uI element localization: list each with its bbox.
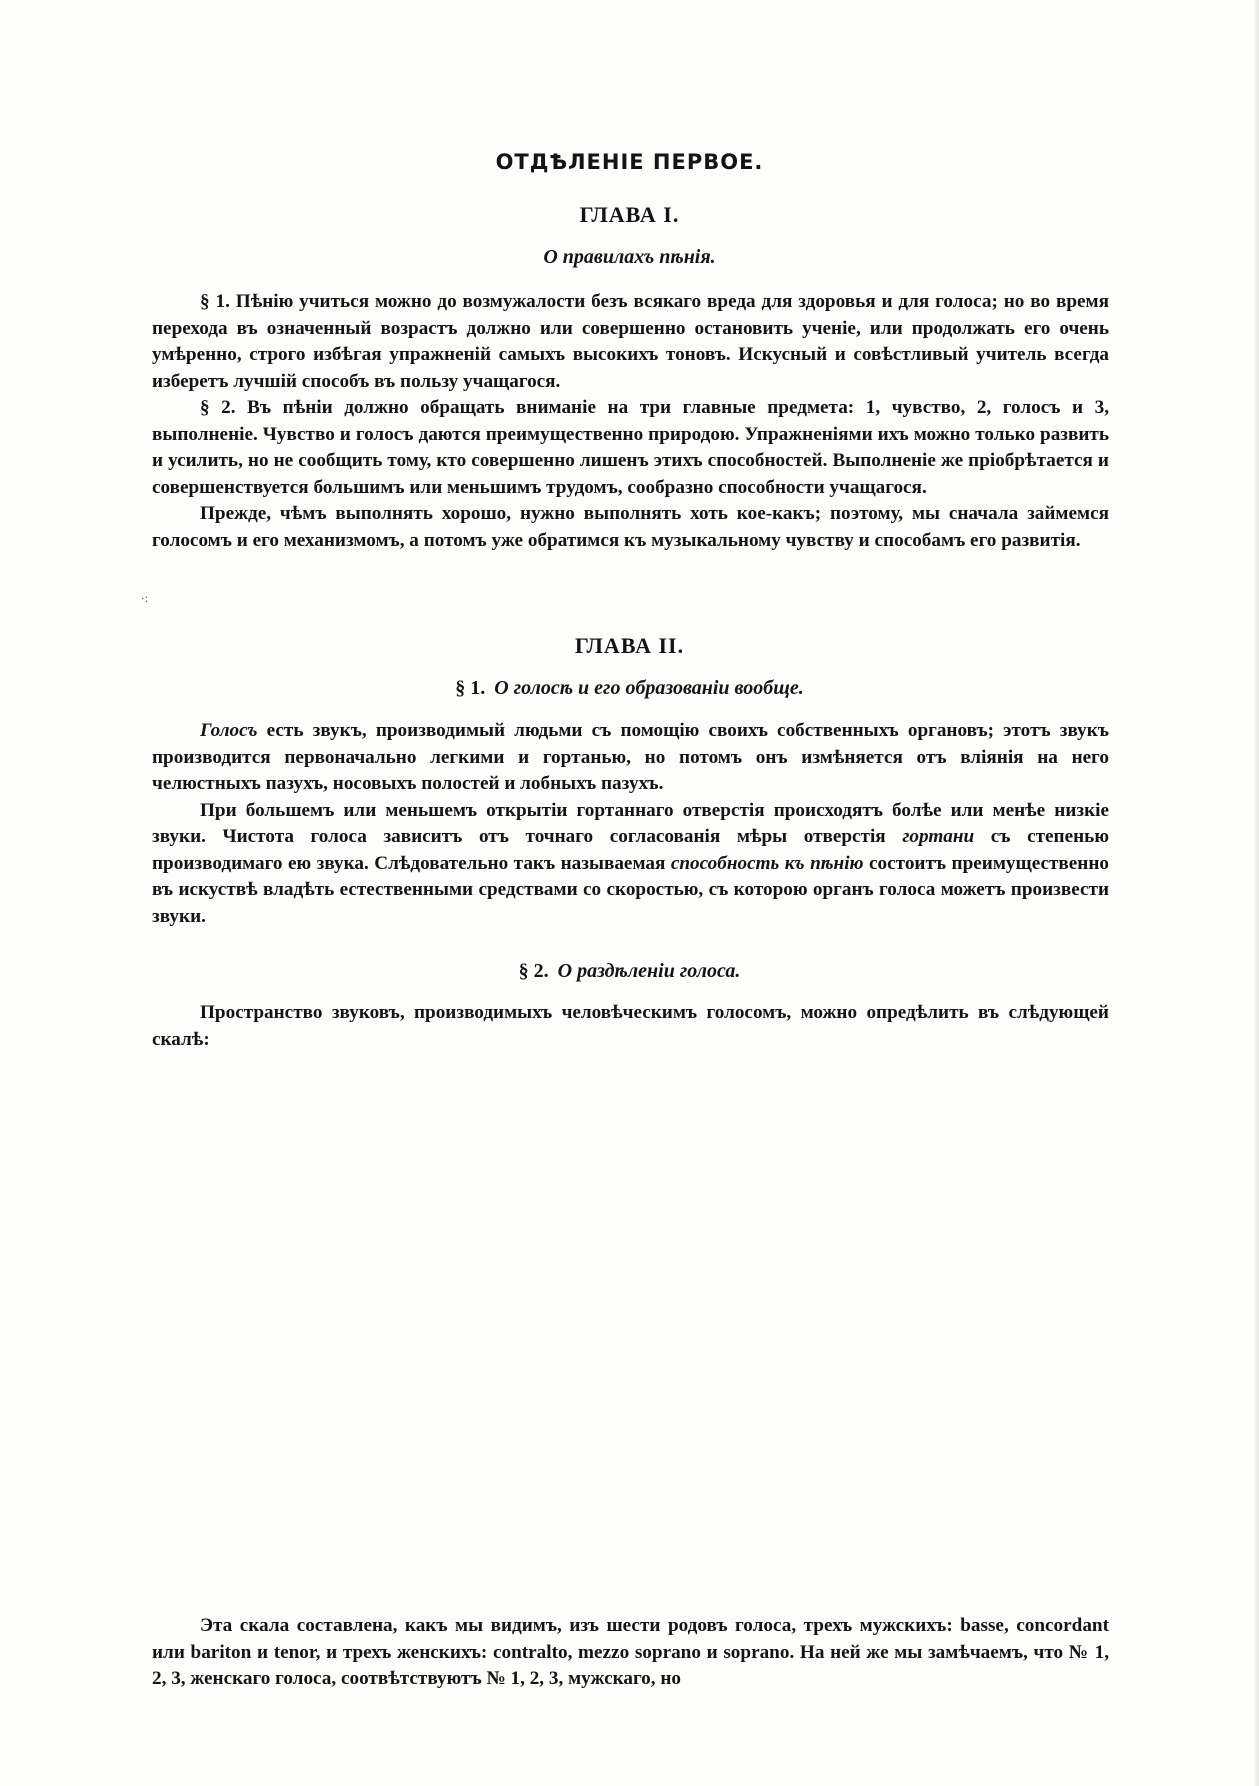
larynx-text-a: При большемъ или меньшемъ открытіи гортаннаго отверстія происходятъ болѣе или менѣе низкіе звуки. Чистота голоса зависитъ отъ точнаго согласованія мѣры отверстія	[152, 799, 1109, 847]
paragraph-larynx	[152, 798, 1109, 931]
section-2-sign: § 2.	[518, 960, 549, 982]
chapter-1-subtitle: О правилахъ пѣнія.	[543, 246, 716, 268]
section-1-body	[152, 718, 1109, 930]
paragraph-2: § 2. Въ пѣніи должно обращать вниманіе на три главные предмета: 1, чувство, 2, голосъ и 3, выполненіе. Чувство и голосъ даются преимущественно природою. Упражненіями ихъ можно только развить и усилить, но не сообщить тому, кто совершенно лишенъ этихъ способностей. Выполненіе же пріобрѣтается и совершенствуется большимъ или меньшимъ трудомъ, сообразно способности учащагося.	[152, 397, 1109, 498]
paragraph-voice-types: Эта скала составлена, какъ мы видимъ, изъ шести родовъ голоса, трехъ мужскихъ: basse, concordant или bariton и tenor, и трехъ женскихъ: contralto, mezzo soprano и soprano. На ней же мы замѣчаемъ, что № 1, 2, 3, женскаго голоса, соотвѣтствуютъ № 1, 2, 3, мужскаго, но	[152, 1615, 1109, 1689]
section-1-sign: § 1.	[455, 677, 486, 699]
term-singing-ability: способность къ пѣнію	[670, 852, 864, 874]
section-2-heading: О раздѣленіи голоса.	[557, 960, 741, 982]
larynx-text-b: съ степенью производимаго ею звука. Слѣдовательно такъ называемая	[152, 826, 1109, 874]
larynx-text-c: состоитъ преимущественно въ искуствѣ владѣть естественными средствами со скоростью, съ которою органъ голоса можетъ произвести звуки.	[152, 852, 1109, 927]
voice-definition-text: есть звукъ, производимый людьми съ помощію своихъ собственныхъ органовъ; этотъ звукъ производится первоначально легкими и гортанью, но потомъ онъ измѣняется отъ вліянія на него челюстныхъ пазухъ, носовыхъ полостей и лобныхъ пазухъ.	[152, 720, 1109, 794]
blank-music-scale-area	[152, 1250, 1109, 1530]
term-larynx: гортани	[902, 826, 975, 847]
part-title: ОТДѢЛЕНІЕ ПЕРВОЕ.	[495, 150, 764, 174]
chapter-1-body	[152, 289, 1109, 554]
section-2-body	[152, 1613, 1109, 1693]
term-voice: Голосъ	[200, 720, 258, 741]
paragraph-voice-definition	[152, 718, 1109, 798]
paragraph-scale-intro: Пространство звуковъ, производимыхъ человѣческимъ голосомъ, можно опредѣлить въ слѣдующей скалѣ:	[152, 1002, 1109, 1050]
chapter-1-title: ГЛАВА I.	[579, 202, 680, 227]
section-1-heading: О голосѣ и его образованіи вообще.	[494, 677, 804, 699]
section-2-title	[0, 960, 1259, 983]
scan-artifact-mark: ·:	[141, 592, 149, 605]
paragraph-1: § 1. Пѣнію учиться можно до возмужалости безъ всякаго вреда для здоровья и для голоса; но во время перехода въ означенный возрастъ должно или совершенно остановить ученіе, или продолжать его очень умѣренно, строго избѣгая упражненій самыхъ высокихъ тоновъ. Искусный и совѣстливый учитель всегда изберетъ лучшій способъ въ пользу учащагося.	[152, 291, 1109, 392]
section-1-title	[0, 677, 1259, 700]
paragraph-3: Прежде, чѣмъ выполнять хорошо, нужно выполнять хоть кое-какъ; поэтому, мы сначала займемся голосомъ и его механизмомъ, а потомъ уже обратимся къ музыкальному чувству и способамъ его развитія.	[152, 503, 1109, 551]
chapter-2-title: ГЛАВА II.	[574, 633, 685, 658]
section-2-intro	[152, 1000, 1109, 1053]
